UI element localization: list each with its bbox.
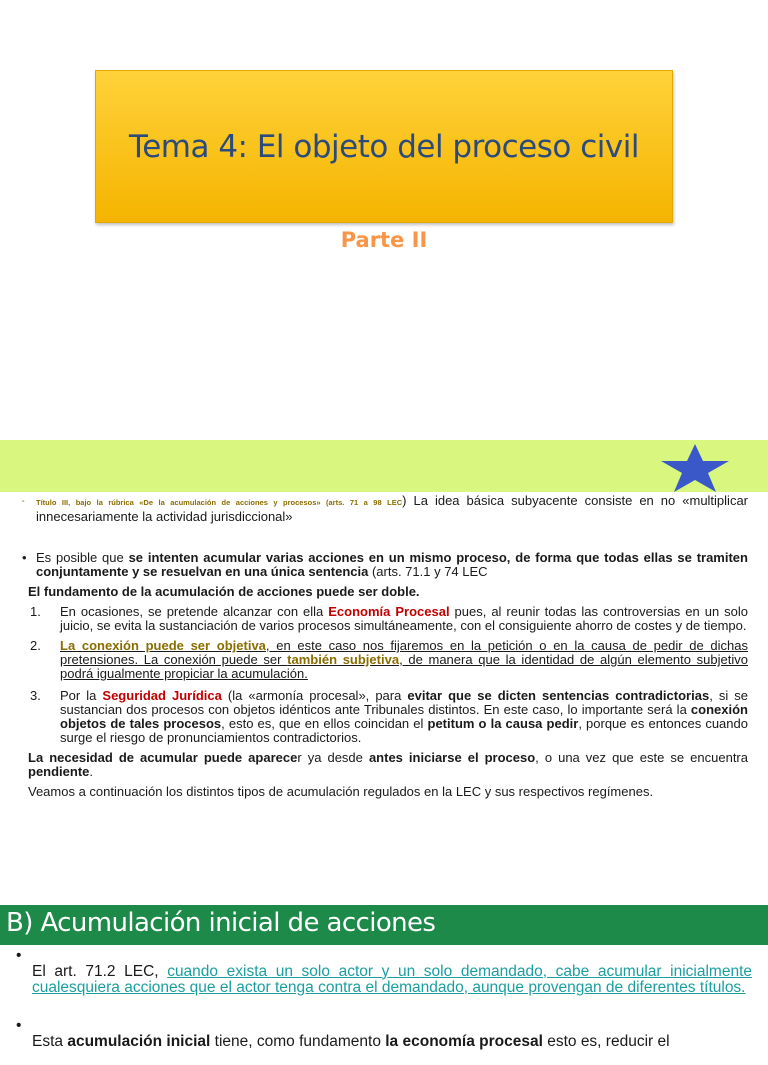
section-title: B) Acumulación inicial de acciones — [6, 908, 436, 938]
list-item-1 — [30, 605, 748, 633]
necesidad-bold-3: pendiente — [28, 764, 90, 779]
acumulacion-inicial-bullet — [16, 1018, 752, 1065]
b2-pre: Esta — [32, 1032, 68, 1050]
section-title-bar — [0, 905, 768, 945]
header-banner — [0, 440, 768, 492]
item-1-post: pues, al reunir todas las controversias en un solo juicio, se evita la sustanciación de varios procesos simultáneamente, con el consiguiente ahorro de costes y de tiempo. — [60, 604, 748, 633]
fundamento-heading: El fundamento de la acumulación de acciones puede ser doble. — [28, 584, 420, 599]
bullet-dot: • — [22, 550, 27, 565]
star-icon — [660, 442, 730, 494]
list-item-3 — [30, 689, 748, 745]
b2-post: esto es, reducir el — [542, 1032, 670, 1050]
item-1-pre: En ocasiones, se pretende alcanzar con ella — [60, 604, 329, 619]
necesidad-bold-1: La necesidad de acumular puede aparece — [28, 750, 298, 765]
bullet-dot: • — [16, 1017, 22, 1034]
title-box — [95, 70, 673, 223]
bullet-mark: - — [22, 496, 25, 505]
intro-rest: ) La idea básica subyacente consiste en no «multiplicar innecesariamente la actividad jurisdiccional» — [36, 493, 749, 524]
art-71-text — [32, 964, 752, 996]
art-71-pre: El art. 71.2 LEC, — [32, 962, 168, 980]
necesidad-a: r ya desde — [297, 750, 369, 765]
item-2-mid-2: , de manera que la identidad de algún elemento subjetivo podrá igualmente propiciar la acumulación. — [60, 652, 748, 681]
item-3-highlight: Seguridad Jurídica — [102, 688, 222, 703]
slide-3-content — [16, 948, 752, 1065]
slide-title: Tema 4: El objeto del proceso civil — [129, 128, 639, 165]
acumular-pre: Es posible que — [36, 550, 129, 565]
item-3-bold-2: conexión objetos de tales procesos — [60, 702, 748, 731]
slide-1 — [0, 0, 768, 440]
necesidad-d: . — [89, 764, 94, 779]
item-3-text — [60, 689, 748, 745]
item-2-highlight-2: también subjetiva — [287, 652, 400, 667]
item-3-bold-3: petitum o la causa pedir — [427, 716, 579, 731]
b2-bold-1: acumulación inicial — [67, 1032, 211, 1050]
item-3-d: , esto es, que en ellos coincidan el — [221, 716, 428, 731]
necesidad-bold-2: antes iniciarse el proceso — [368, 750, 536, 765]
necesidad-paragraph — [28, 751, 748, 779]
acumular-post: (arts. 71.1 y 74 LEC — [368, 564, 488, 579]
bullet-dot: • — [16, 947, 22, 964]
acumular-text — [36, 551, 748, 579]
item-2-highlight-1: La conexión puede ser objetiva — [60, 638, 266, 653]
item-1-number: 1. — [30, 604, 41, 619]
acumulacion-inicial-text — [32, 1034, 670, 1050]
necesidad-c: , o una vez que este se encuentra — [535, 750, 748, 765]
item-1-text — [60, 605, 748, 633]
b2-bold-2: la economía procesal — [385, 1032, 543, 1050]
item-3-pre: Por la — [60, 688, 103, 703]
list-item-2 — [30, 639, 748, 681]
item-3-bold-1: evitar que se dicten sentencias contradictorias — [407, 688, 710, 703]
slide-3 — [0, 880, 768, 1050]
item-1-highlight: Economía Procesal — [328, 604, 450, 619]
item-2-number: 2. — [30, 638, 41, 653]
item-2-text — [60, 639, 748, 681]
slide-subtitle: Parte II — [340, 228, 428, 252]
item-2-mid-1: , en este caso nos fijaremos en la petición o en la causa de pedir de dichas pretensiones. La conexión puede ser — [60, 638, 748, 667]
slide-2 — [0, 440, 768, 880]
art-71-bullet — [16, 948, 752, 1011]
b2-mid: tiene, como fundamento — [210, 1032, 386, 1050]
item-3-a: (la «armonía procesal», para — [221, 688, 408, 703]
item-3-number: 3. — [30, 688, 41, 703]
intro-small: Título III, bajo la rúbrica «De la acumulación de acciones y procesos» (arts. 71 a 98 LEC — [36, 498, 403, 507]
intro-text — [36, 494, 748, 524]
slide-2-content — [22, 494, 748, 799]
acumular-bold: se intenten acumular varias acciones en un mismo proceso, de forma que todas ellas se tramiten conjuntamente y se resuelvan en una única sentencia — [36, 550, 748, 579]
acumular-bullet — [22, 551, 748, 579]
item-3-c: , si se sustancian dos procesos con objetos idénticos ante Tribunales distintos. En este caso, lo importante será la — [60, 688, 748, 717]
veamos-paragraph: Veamos a continuación los distintos tipos de acumulación regulados en la LEC y sus respectivos regímenes. — [28, 784, 654, 799]
art-71-link[interactable]: cuando exista un solo actor y un solo demandado, cabe acumular inicialmente cualesquiera acciones que el actor tenga contra el demandado, aunque provengan de diferentes títulos. — [32, 962, 753, 996]
intro-bullet — [22, 494, 748, 524]
item-3-e: , porque es entonces cuando surge el riesgo de pronunciamientos contradictorios. — [60, 716, 748, 745]
